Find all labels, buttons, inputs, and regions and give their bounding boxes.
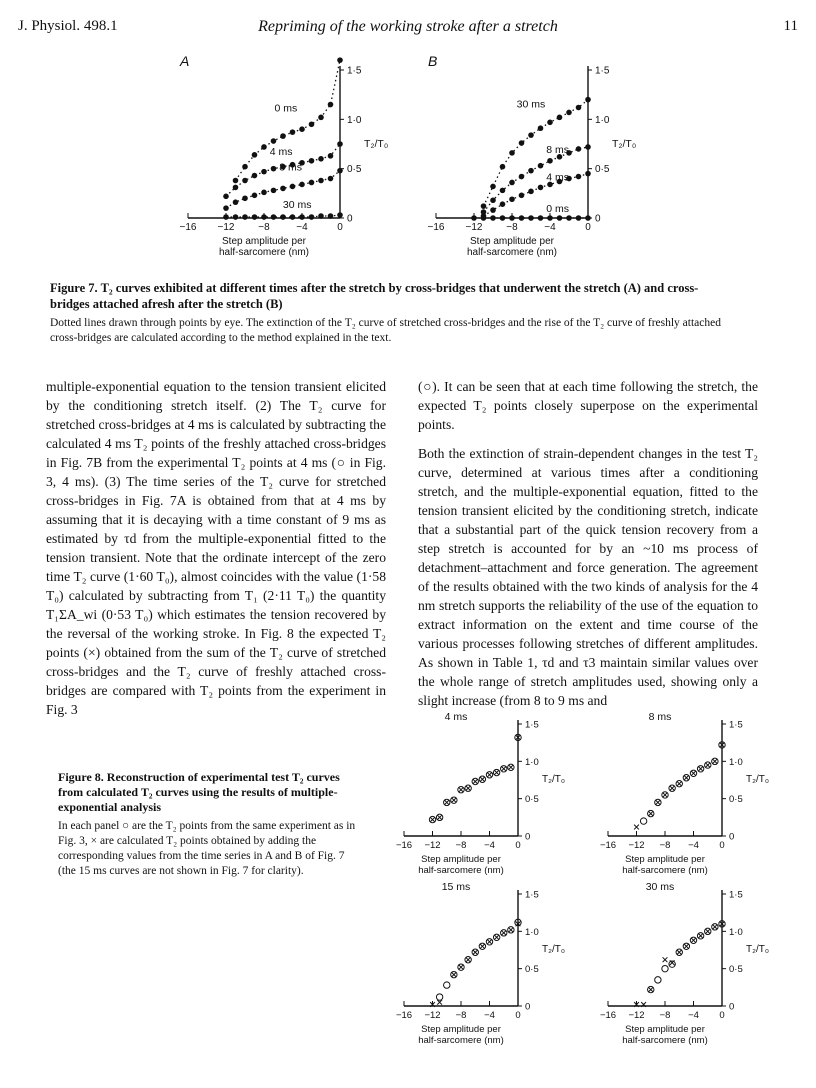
y-tick-label: 1·0	[525, 926, 539, 938]
data-point	[233, 214, 239, 220]
data-point	[318, 213, 324, 219]
x-tick-label: −4	[296, 222, 308, 233]
x-tick-label: 0	[719, 1010, 725, 1021]
data-point	[500, 215, 506, 221]
data-point	[528, 168, 534, 174]
calculated-point	[473, 950, 478, 955]
data-point	[271, 188, 277, 194]
data-point	[481, 203, 487, 209]
y-axis-label: T₂/T₀	[746, 944, 770, 956]
x-tick-label: −8	[455, 1010, 467, 1021]
y-tick-label: 1·0	[729, 926, 743, 938]
data-point	[328, 213, 334, 219]
data-point	[585, 97, 591, 103]
panel-label: A	[180, 53, 190, 69]
data-point	[481, 215, 487, 221]
data-point	[252, 152, 258, 158]
x-tick-label: −8	[455, 840, 467, 851]
x-tick-label: −16	[179, 222, 197, 233]
x-axis-label: Step amplitude per	[421, 1024, 501, 1035]
data-point	[509, 215, 515, 221]
data-point	[309, 121, 315, 127]
data-point	[337, 141, 343, 147]
data-point	[519, 140, 525, 146]
calculated-point	[698, 933, 703, 938]
figure-7-caption-title: Figure 7. T₂ curves exhibited at different times after the stretch by cross-bridges that underwent the stretch (A) and cross-bridges attached afresh after the stretch (B)	[50, 281, 699, 311]
series-label: 0 ms	[546, 203, 569, 216]
calculated-point	[684, 775, 689, 780]
data-point	[309, 214, 315, 220]
calculated-point	[480, 777, 485, 782]
panel-label: B	[428, 53, 438, 69]
data-point	[261, 190, 267, 196]
data-point	[490, 197, 496, 203]
calculated-point	[480, 944, 485, 949]
y-tick-label: 1·5	[595, 65, 610, 77]
experimental-point	[655, 977, 661, 983]
data-point	[585, 215, 591, 221]
data-point	[242, 164, 248, 170]
figure-7-caption-note: Dotted lines drawn through points by eye. The extinction of the T₂ curve of stretched cross-bridges and the rise of the T₂ curve of freshly attached cross-bridges are calculated according to the method explained in the text.	[50, 317, 721, 344]
data-point	[223, 205, 229, 211]
data-point	[557, 115, 563, 121]
data-point	[290, 184, 296, 190]
series-label: 30 ms	[282, 199, 312, 212]
data-point	[328, 176, 334, 182]
data-point	[261, 214, 267, 220]
calculated-point	[501, 766, 506, 771]
data-point	[233, 178, 239, 184]
data-point	[299, 126, 305, 132]
data-point	[547, 158, 553, 164]
data-point	[509, 196, 515, 202]
series-label: 4 ms	[269, 145, 293, 158]
y-tick-label: 1·5	[729, 719, 743, 731]
y-tick-label: 1·5	[347, 65, 362, 77]
data-point	[538, 215, 544, 221]
y-tick-label: 1·0	[525, 756, 539, 768]
panel-title: 15 ms	[441, 882, 471, 893]
figure-7-caption	[50, 280, 730, 346]
data-point	[547, 119, 553, 125]
data-point	[337, 57, 343, 63]
data-point	[290, 214, 296, 220]
x-tick-label: −16	[395, 840, 413, 851]
calculated-point	[466, 786, 471, 791]
y-tick-label: 0·5	[729, 964, 743, 976]
x-tick-label: −4	[544, 222, 556, 233]
data-point	[337, 212, 343, 218]
x-axis-label: half-sarcomere (nm)	[466, 247, 558, 258]
series-label: 30 ms	[516, 98, 546, 111]
data-point	[318, 156, 324, 162]
experimental-point	[444, 982, 450, 988]
data-point	[509, 180, 515, 186]
journal-name: J. Physiol. 498.1	[18, 18, 118, 34]
data-point	[280, 186, 286, 192]
calculated-point	[691, 938, 696, 943]
x-tick-label: −8	[659, 840, 671, 851]
calculated-point	[712, 924, 717, 929]
calculated-point	[648, 987, 653, 992]
body-left-column	[46, 377, 386, 725]
series-dotted-line	[484, 100, 589, 207]
figure-8-panel-30ms	[590, 882, 780, 1054]
x-tick-label: −16	[427, 222, 445, 233]
calculated-point	[494, 935, 499, 940]
x-tick-label: −12	[628, 840, 645, 851]
x-axis-label: half-sarcomere (nm)	[418, 1035, 504, 1046]
experimental-point	[436, 994, 442, 1000]
data-point	[528, 132, 534, 138]
data-point	[328, 102, 334, 108]
experimental-point	[669, 961, 675, 967]
y-tick-label: 1·0	[595, 114, 610, 126]
data-point	[299, 182, 305, 188]
y-tick-label: 0	[729, 1001, 735, 1013]
x-tick-label: −16	[395, 1010, 413, 1021]
data-point	[528, 215, 534, 221]
data-point	[557, 215, 563, 221]
data-point	[519, 215, 525, 221]
data-point	[528, 189, 534, 195]
x-axis-label: half-sarcomere (nm)	[622, 1035, 708, 1046]
experimental-point	[640, 818, 646, 824]
data-point	[242, 195, 248, 201]
calculated-point	[677, 781, 682, 786]
data-point	[471, 215, 477, 221]
x-tick-label: −12	[217, 222, 235, 233]
calculated-point	[508, 765, 513, 770]
y-tick-label: 1·5	[525, 889, 539, 901]
y-axis-label: T₂/T₀	[612, 137, 637, 150]
data-point	[490, 184, 496, 190]
y-tick-label: 0	[729, 831, 735, 843]
page-number: 11	[783, 18, 798, 34]
data-point	[328, 153, 334, 159]
x-axis-label: half-sarcomere (nm)	[622, 865, 708, 876]
x-tick-label: −4	[484, 1010, 495, 1021]
x-tick-label: −8	[506, 222, 518, 233]
data-point	[566, 110, 572, 116]
x-tick-label: 0	[515, 840, 521, 851]
data-point	[547, 215, 553, 221]
series-label: 8 ms	[546, 143, 569, 156]
calculated-point	[670, 786, 675, 791]
data-point	[233, 185, 239, 191]
calculated-point	[684, 944, 689, 949]
calculated-point	[451, 972, 456, 977]
calculated-point	[663, 957, 668, 962]
calculated-point	[487, 772, 492, 777]
body-paragraph: (○). It can be seen that at each time following the stretch, the expected T₂ points closely superpose on the experimental points.	[418, 379, 758, 432]
calculated-point	[451, 798, 456, 803]
data-point	[509, 150, 515, 156]
x-tick-label: −16	[599, 840, 617, 851]
calculated-point	[508, 927, 513, 932]
data-point	[538, 125, 544, 131]
y-tick-label: 0	[525, 1001, 531, 1013]
body-paragraph: Both the extinction of strain-dependent changes in the test T₂ curve, determined at various times after a conditioning stretch, and the multiple-exponential equation, fitted to the tension transient elicited by the conditioning stretch, indicate that a substantial part of the quick tension recovery from a step stretch is accounted for by an ~10 ms process of detachment–attachment and force generation. The agreement of the results obtained with the two kinds of analysis for the 4 nm stretch supports the reliability of the use of the equation to extract information on the extent and time course of the various processes following stretches of different amplitudes. As shown in Table 1, τd and τ3 maintain similar values over the whole range of stretch amplitudes used, showing only a slight increase (from 8 to 9 ms and	[418, 446, 758, 708]
x-axis-label: Step amplitude per	[470, 236, 554, 247]
data-point	[500, 201, 506, 207]
x-axis-label: Step amplitude per	[625, 1024, 705, 1035]
calculated-point	[459, 965, 464, 970]
figure-8-panel-15ms	[386, 882, 576, 1054]
y-tick-label: 0	[347, 213, 353, 225]
x-tick-label: −8	[258, 222, 270, 233]
x-tick-label: −12	[424, 840, 441, 851]
data-point	[500, 164, 506, 170]
data-point	[337, 168, 343, 174]
calculated-point	[437, 815, 442, 820]
y-tick-label: 0·5	[525, 964, 539, 976]
calculated-point	[705, 763, 710, 768]
body-paragraph: multiple-exponential equation to the tension transient elicited by the conditioning stretch itself. (2) The T₂ curve for stretched cross-bridges at 4 ms is calculated by subtracting the calculated 4 ms T₂ points of the freshly attached cross-bridges in Fig. 7B from the experimental T₂ points at 4 ms (○ in Fig. 3, 4 ms). (3) The time series of the T₂ curve for stretched cross-bridges in Fig. 7A is obtained from that at 4 ms by assuming that it is decaying with a time constant of 9 ms as estimated by τd from the multiple-exponential fitted to the tension transient. Note that the ordinate intercept of the zero time T₂ curve (1·60 T₀), almost coincides with the value (1·58 T₀) calculated by subtracting from T₁ (2·11 T₀) the quantity T₁ΣA_wi (0·53 T₀) which estimates the tension recovered by the reversal of the working stroke. In Fig. 8 the expected T₂ points (×) obtained from the sum of the T₂ curve of stretched cross-bridges and the T₂ curve of freshly attached cross-bridges are compared with T₂ points from the experiment in Fig. 3	[46, 379, 386, 717]
calculated-point	[473, 779, 478, 784]
y-tick-label: 0·5	[525, 794, 539, 806]
calculated-point	[663, 793, 668, 798]
data-point	[318, 115, 324, 121]
calculated-point	[487, 939, 492, 944]
y-axis-label: T₂/T₀	[746, 774, 770, 786]
y-axis-label: T₂/T₀	[364, 137, 389, 150]
data-point	[252, 173, 258, 179]
figure-7-panel-a	[170, 50, 400, 265]
data-point	[261, 144, 267, 150]
data-point	[576, 105, 582, 111]
y-tick-label: 1·0	[729, 756, 743, 768]
calculated-point	[655, 800, 660, 805]
series-label: 8 ms	[279, 161, 302, 174]
calculated-point	[648, 811, 653, 816]
data-point	[519, 193, 525, 199]
data-point	[271, 214, 277, 220]
data-point	[223, 193, 229, 199]
data-point	[519, 174, 525, 180]
x-tick-label: −12	[424, 1010, 441, 1021]
data-point	[538, 163, 544, 169]
x-tick-label: 0	[719, 840, 725, 851]
y-tick-label: 0	[525, 831, 531, 843]
calculated-point	[691, 771, 696, 776]
calculated-point	[459, 787, 464, 792]
y-axis-label: T₂/T₀	[542, 774, 566, 786]
series-label: 0 ms	[274, 102, 298, 115]
data-point	[566, 215, 572, 221]
x-tick-label: −4	[688, 840, 699, 851]
series-label: 4 ms	[546, 171, 569, 184]
figure-8-panel-8ms	[590, 712, 780, 884]
data-point	[538, 185, 544, 191]
x-axis-label: Step amplitude per	[222, 236, 306, 247]
panel-title: 30 ms	[645, 882, 675, 893]
data-point	[309, 158, 315, 164]
data-point	[242, 214, 248, 220]
data-point	[252, 193, 258, 199]
data-point	[318, 178, 324, 184]
data-point	[242, 178, 248, 184]
calculated-point	[698, 766, 703, 771]
series-dotted-line	[484, 171, 589, 216]
figure-8-caption	[58, 770, 358, 879]
calculated-point	[444, 800, 449, 805]
body-right-column	[418, 377, 758, 716]
data-point	[271, 166, 277, 172]
y-tick-label: 1·5	[525, 719, 539, 731]
data-point	[290, 129, 296, 135]
data-point	[280, 214, 286, 220]
x-tick-label: −12	[465, 222, 483, 233]
experimental-point	[662, 965, 668, 971]
calculated-point	[494, 770, 499, 775]
y-tick-label: 0·5	[347, 164, 362, 176]
calculated-point	[712, 759, 717, 764]
x-tick-label: −16	[599, 1010, 617, 1021]
y-tick-label: 0	[595, 213, 601, 225]
data-point	[576, 215, 582, 221]
data-point	[261, 169, 267, 175]
x-tick-label: 0	[515, 1010, 521, 1021]
data-point	[223, 214, 229, 220]
figure-7-panel-b	[418, 50, 648, 265]
y-axis-label: T₂/T₀	[542, 944, 566, 956]
y-tick-label: 1·5	[729, 889, 743, 901]
x-tick-label: −8	[659, 1010, 671, 1021]
x-tick-label: 0	[585, 222, 591, 233]
running-title: Repriming of the working stroke after a stretch	[258, 18, 558, 35]
calculated-point	[677, 950, 682, 955]
data-point	[500, 188, 506, 194]
x-tick-label: −12	[628, 1010, 645, 1021]
calculated-point	[430, 817, 435, 822]
data-point	[280, 133, 286, 139]
y-tick-label: 0·5	[729, 794, 743, 806]
data-point	[585, 171, 591, 177]
x-axis-label: Step amplitude per	[421, 854, 501, 865]
panel-title: 4 ms	[444, 712, 468, 723]
data-point	[299, 214, 305, 220]
x-axis-label: half-sarcomere (nm)	[218, 247, 310, 258]
y-tick-label: 1·0	[347, 114, 362, 126]
data-point	[309, 180, 315, 186]
figure-8-caption-note: In each panel ○ are the T₂ points from the same experiment as in Fig. 3, × are calculated T₂ points obtained by adding the corresponding values from the time series in A and B of Fig. 7 (the 15 ms curves are not shown in Fig. 7 for clarity).	[58, 820, 356, 877]
figure-8-panel-4ms	[386, 712, 576, 884]
data-point	[490, 215, 496, 221]
data-point	[490, 207, 496, 213]
calculated-point	[634, 825, 639, 830]
x-axis-label: half-sarcomere (nm)	[418, 865, 504, 876]
figure-8-caption-title: Figure 8. Reconstruction of experimental test T₂ curves from calculated T₂ curves using the results of multiple-exponential analysis	[58, 770, 340, 814]
data-point	[271, 138, 277, 144]
x-axis-label: Step amplitude per	[625, 854, 705, 865]
calculated-point	[501, 930, 506, 935]
data-point	[576, 174, 582, 180]
x-tick-label: 0	[337, 222, 343, 233]
x-tick-label: −4	[484, 840, 495, 851]
series-dotted-line	[484, 147, 589, 212]
y-tick-label: 0·5	[595, 164, 610, 176]
calculated-point	[705, 929, 710, 934]
calculated-point	[466, 957, 471, 962]
panel-title: 8 ms	[648, 712, 672, 723]
data-point	[233, 199, 239, 205]
data-point	[585, 144, 591, 150]
data-point	[252, 214, 258, 220]
data-point	[576, 146, 582, 152]
x-tick-label: −4	[688, 1010, 699, 1021]
